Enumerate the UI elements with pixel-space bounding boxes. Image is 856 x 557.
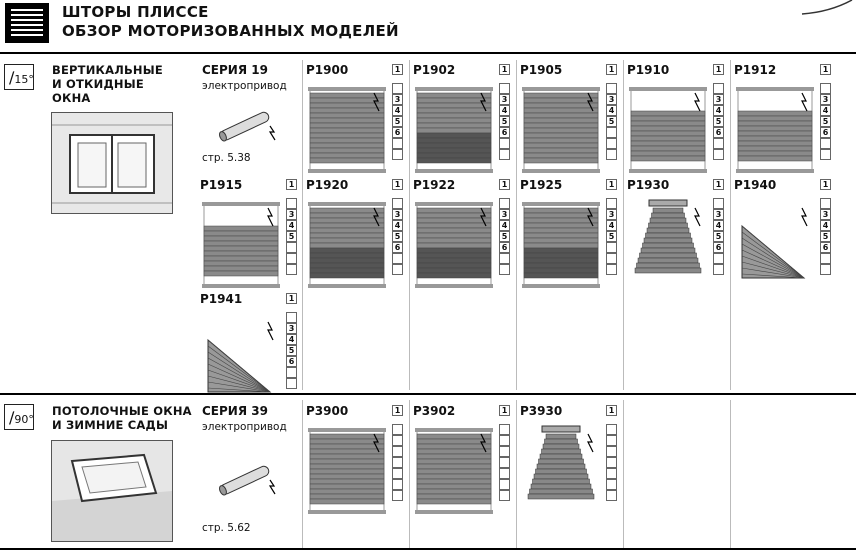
page-subtitle: ОБЗОР МОТОРИЗОВАННЫХ МОДЕЛЕЙ: [62, 22, 399, 40]
grid-line: [623, 400, 624, 548]
series-39-page-ref: стр. 5.62: [202, 522, 251, 534]
option-box: [499, 468, 510, 479]
option-boxes: [499, 405, 510, 501]
motor-tube-icon: [212, 104, 282, 144]
grid-line: [516, 400, 517, 548]
option-box: 6: [392, 127, 403, 138]
option-box: [392, 424, 403, 435]
option-box: [286, 253, 297, 264]
option-box: [606, 138, 617, 149]
option-boxes: [606, 179, 617, 275]
option-box: [286, 378, 297, 389]
option-boxes: [713, 179, 724, 275]
option-box: [820, 198, 831, 209]
model-name: P1922: [413, 178, 456, 192]
option-box: [606, 127, 617, 138]
option-box: 6: [820, 242, 831, 253]
option-box: 4: [820, 220, 831, 231]
option-boxes: [499, 179, 510, 275]
option-box: [499, 479, 510, 490]
blind-diagram-icon: [627, 81, 709, 181]
option-box: [820, 149, 831, 160]
option-box: [392, 264, 403, 275]
option-box: [606, 457, 617, 468]
option-box: 5: [499, 231, 510, 242]
model-name: P1905: [520, 63, 563, 77]
option-box: [499, 138, 510, 149]
option-box: 6: [392, 242, 403, 253]
option-box: 1: [713, 179, 724, 190]
blind-diagram-icon: [520, 422, 602, 522]
grid-line: [409, 400, 410, 548]
option-box: 4: [392, 220, 403, 231]
option-box: 4: [820, 105, 831, 116]
angle-badge-15: ∕15°: [4, 64, 34, 90]
section1-label: ВЕРТИКАЛЬНЫЕ И ОТКИДНЫЕ ОКНА: [52, 63, 163, 105]
model-name: P1920: [306, 178, 349, 192]
blind-diagram-icon: [306, 422, 388, 522]
option-boxes: [392, 405, 403, 501]
option-box: 1: [499, 64, 510, 75]
option-box: [499, 490, 510, 501]
grid-line: [409, 60, 410, 390]
option-box: 3: [286, 323, 297, 334]
blind-diagram-icon: [734, 196, 816, 296]
series-19-drive: электропривод: [202, 80, 287, 92]
option-box: [392, 253, 403, 264]
option-box: [606, 479, 617, 490]
option-box: 4: [606, 105, 617, 116]
option-box: [606, 83, 617, 94]
model-name: P3902: [413, 404, 456, 418]
option-box: 5: [713, 116, 724, 127]
option-box: 6: [286, 356, 297, 367]
blind-diagram-icon: [200, 310, 282, 410]
option-boxes: [286, 293, 297, 389]
option-box: [392, 198, 403, 209]
model-name: P1900: [306, 63, 349, 77]
model-name: P1910: [627, 63, 670, 77]
option-box: 5: [499, 116, 510, 127]
option-box: 1: [820, 179, 831, 190]
option-box: 5: [286, 231, 297, 242]
blind-diagram-icon: [413, 422, 495, 522]
model-name: P1912: [734, 63, 777, 77]
option-box: 4: [499, 105, 510, 116]
header-divider: [0, 52, 856, 54]
option-box: [286, 312, 297, 323]
option-box: 4: [713, 105, 724, 116]
model-name: P1940: [734, 178, 777, 192]
option-box: 1: [499, 179, 510, 190]
option-box: 4: [499, 220, 510, 231]
option-box: [499, 253, 510, 264]
option-box: 6: [820, 127, 831, 138]
pleated-blind-logo-icon: [5, 3, 49, 43]
option-box: [606, 198, 617, 209]
option-box: [713, 253, 724, 264]
option-box: [392, 446, 403, 457]
option-box: [392, 138, 403, 149]
option-box: [286, 367, 297, 378]
option-box: [392, 479, 403, 490]
option-box: 5: [286, 345, 297, 356]
skylight-illustration: [51, 440, 173, 542]
option-box: [392, 83, 403, 94]
option-box: [392, 435, 403, 446]
grid-line: [730, 60, 731, 390]
grid-line: [302, 400, 303, 548]
option-box: 1: [606, 179, 617, 190]
option-box: 4: [713, 220, 724, 231]
option-boxes: [606, 405, 617, 501]
option-box: 5: [820, 231, 831, 242]
option-box: [499, 457, 510, 468]
model-name: P1930: [627, 178, 670, 192]
option-box: 3: [820, 209, 831, 220]
model-name: P1925: [520, 178, 563, 192]
grid-line: [730, 400, 731, 548]
option-box: [499, 264, 510, 275]
blind-diagram-icon: [627, 196, 709, 296]
blind-diagram-icon: [306, 196, 388, 296]
option-box: [820, 83, 831, 94]
option-box: 5: [606, 116, 617, 127]
series-19-title: СЕРИЯ 19: [202, 63, 268, 77]
option-box: [499, 198, 510, 209]
option-box: 4: [606, 220, 617, 231]
option-box: 1: [499, 405, 510, 416]
option-box: 3: [606, 94, 617, 105]
option-box: [606, 424, 617, 435]
option-box: 3: [286, 209, 297, 220]
option-box: [392, 457, 403, 468]
option-box: [606, 242, 617, 253]
option-box: 1: [286, 179, 297, 190]
option-box: 3: [713, 209, 724, 220]
option-box: [606, 435, 617, 446]
option-box: 1: [392, 64, 403, 75]
option-box: 6: [713, 127, 724, 138]
option-box: [606, 253, 617, 264]
grid-line: [302, 60, 303, 390]
option-boxes: [820, 179, 831, 275]
blind-diagram-icon: [734, 81, 816, 181]
option-box: [499, 83, 510, 94]
option-box: 5: [392, 231, 403, 242]
option-box: [392, 490, 403, 501]
grid-line: [623, 60, 624, 390]
blind-diagram-icon: [200, 196, 282, 296]
option-box: 6: [499, 242, 510, 253]
option-box: [392, 468, 403, 479]
model-name: P1902: [413, 63, 456, 77]
option-box: [499, 446, 510, 457]
option-box: 4: [286, 334, 297, 345]
option-box: [606, 468, 617, 479]
option-boxes: [499, 64, 510, 160]
option-box: 1: [392, 405, 403, 416]
option-box: [499, 149, 510, 160]
option-box: [606, 149, 617, 160]
option-box: [713, 264, 724, 275]
blind-diagram-icon: [520, 196, 602, 296]
option-box: [713, 198, 724, 209]
option-box: [713, 83, 724, 94]
option-box: [606, 264, 617, 275]
blind-diagram-icon: [413, 81, 495, 181]
series-39-drive: электропривод: [202, 421, 287, 433]
grid-line: [516, 60, 517, 390]
option-box: [499, 424, 510, 435]
option-box: 4: [286, 220, 297, 231]
option-box: [286, 242, 297, 253]
blind-diagram-icon: [413, 196, 495, 296]
series-39-title: СЕРИЯ 39: [202, 404, 268, 418]
option-box: 6: [499, 127, 510, 138]
option-box: 1: [713, 64, 724, 75]
option-box: 3: [499, 94, 510, 105]
option-box: [820, 138, 831, 149]
option-boxes: [606, 64, 617, 160]
section-divider: [0, 393, 856, 395]
option-box: 5: [606, 231, 617, 242]
motor-tube-icon: [212, 458, 282, 498]
section2-label: ПОТОЛОЧНЫЕ ОКНА И ЗИМНИЕ САДЫ: [52, 404, 192, 432]
angle-badge-90: ∕90°: [4, 404, 34, 430]
bottom-divider: [0, 548, 856, 550]
model-name: P1941: [200, 292, 243, 306]
blind-diagram-icon: [520, 81, 602, 181]
option-box: 1: [392, 179, 403, 190]
option-box: 1: [820, 64, 831, 75]
option-box: 3: [606, 209, 617, 220]
option-box: [713, 149, 724, 160]
option-box: [606, 490, 617, 501]
option-box: 3: [499, 209, 510, 220]
option-box: [606, 446, 617, 457]
option-box: 1: [606, 405, 617, 416]
option-box: [286, 264, 297, 275]
model-name: P3900: [306, 404, 349, 418]
option-box: 5: [713, 231, 724, 242]
option-box: [499, 435, 510, 446]
option-box: 4: [392, 105, 403, 116]
option-boxes: [820, 64, 831, 160]
option-boxes: [713, 64, 724, 160]
option-box: 3: [713, 94, 724, 105]
page-title: ШТОРЫ ПЛИССЕ: [62, 3, 209, 21]
option-box: 3: [820, 94, 831, 105]
option-box: 5: [392, 116, 403, 127]
option-box: [286, 198, 297, 209]
corner-swoosh-icon: [800, 0, 856, 16]
option-box: 5: [820, 116, 831, 127]
option-box: 3: [392, 209, 403, 220]
blind-diagram-icon: [306, 81, 388, 181]
vertical-window-illustration: [51, 112, 173, 214]
series-19-page-ref: стр. 5.38: [202, 152, 251, 164]
option-box: 3: [392, 94, 403, 105]
model-name: P1915: [200, 178, 243, 192]
option-boxes: [392, 179, 403, 275]
option-box: 1: [286, 293, 297, 304]
option-boxes: [286, 179, 297, 275]
option-box: [820, 264, 831, 275]
option-box: [820, 253, 831, 264]
option-box: [392, 149, 403, 160]
option-box: [713, 138, 724, 149]
option-box: 1: [606, 64, 617, 75]
option-boxes: [392, 64, 403, 160]
option-box: 6: [713, 242, 724, 253]
model-name: P3930: [520, 404, 563, 418]
